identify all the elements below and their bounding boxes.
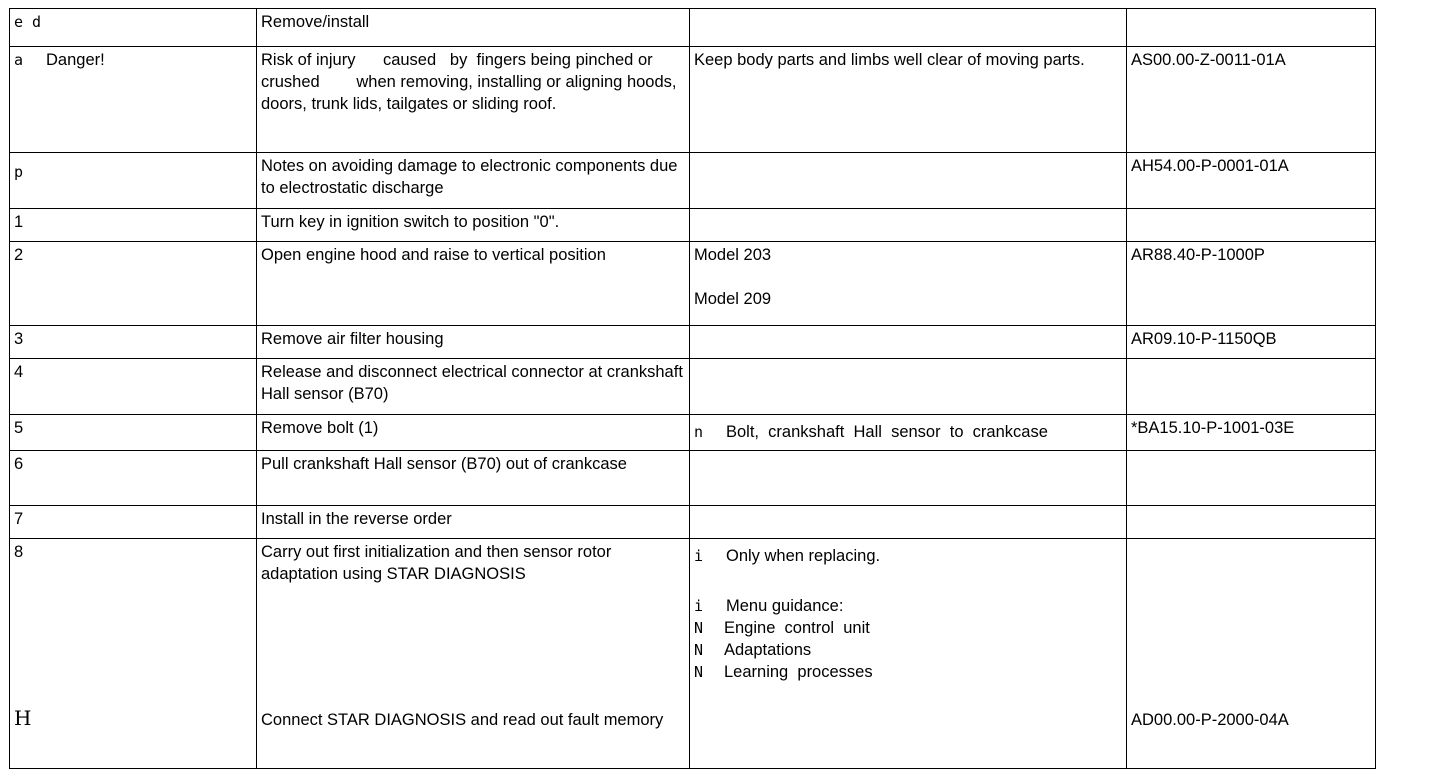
ref-cell[interactable]: AR09.10-P-1150QB: [1127, 326, 1376, 359]
ref-cell: [1127, 451, 1376, 506]
ref-cell: [1127, 9, 1376, 47]
note-cell: [690, 359, 1127, 415]
action-text: Carry out first initialization and then sensor rotor adaptation using STAR DIAGNOSIS: [261, 543, 612, 583]
table-row: [10, 153, 1376, 209]
table-row: [10, 539, 1376, 769]
torque-spec-icon: n: [694, 423, 704, 441]
ref-cell[interactable]: AS00.00-Z-0011-01A: [1127, 47, 1376, 153]
note-cell: [690, 153, 1127, 209]
info-note: Menu guidance:: [726, 597, 844, 615]
note-cell: [690, 9, 1127, 47]
action-cell: Notes on avoiding damage to electronic components due to electrostatic discharge: [257, 153, 690, 209]
note-cell: Keep body parts and limbs well clear of moving parts.: [690, 47, 1127, 153]
note-cell: [690, 415, 1127, 451]
table-row: [10, 9, 1376, 47]
ref-cell[interactable]: *BA15.10-P-1001-03E: [1127, 415, 1376, 451]
list-item: N Learning processes: [694, 663, 873, 681]
note-cell: [690, 209, 1127, 242]
action-cell: Pull crankshaft Hall sensor (B70) out of crankcase: [257, 451, 690, 506]
table-row: [10, 326, 1376, 359]
step-cell: 5: [10, 415, 257, 451]
info-note: Only when replacing.: [726, 547, 881, 565]
step-cell: [10, 9, 257, 47]
ref-cell: [1127, 539, 1376, 769]
table-row: [10, 415, 1376, 451]
esd-note-icon: p: [14, 163, 24, 181]
note-cell: [690, 539, 1127, 769]
table-row: [10, 209, 1376, 242]
note-cell: [690, 326, 1127, 359]
table-row: [10, 451, 1376, 506]
danger-label: Danger!: [46, 51, 105, 69]
table-row: [10, 506, 1376, 539]
step-cell: [10, 47, 257, 153]
info-icon: i: [694, 547, 704, 565]
action-cell: Install in the reverse order: [257, 506, 690, 539]
step-cell: 1: [10, 209, 257, 242]
torque-note: Bolt, crankshaft Hall sensor to crankcase: [726, 423, 1048, 441]
ref-cell[interactable]: AR88.40-P-1000P: [1127, 242, 1376, 326]
procedure-table: [9, 8, 1376, 769]
action-cell: Release and disconnect electrical connector at crankshaft Hall sensor (B70): [257, 359, 690, 415]
note-cell: [690, 242, 1127, 326]
info-icon: i: [694, 597, 704, 615]
ref-cell: [1127, 359, 1376, 415]
action-cell: Remove air filter housing: [257, 326, 690, 359]
ref-link[interactable]: AD00.00-P-2000-04A: [1131, 711, 1289, 729]
table-row: [10, 359, 1376, 415]
note-cell: [690, 451, 1127, 506]
bullet-icon: N: [694, 619, 704, 637]
step-cell: 6: [10, 451, 257, 506]
bullet-icon: N: [694, 641, 704, 659]
step-number: 8: [14, 543, 24, 561]
step-cell: 4: [10, 359, 257, 415]
action-cell: Remove bolt (1): [257, 415, 690, 451]
action-cell: Open engine hood and raise to vertical position: [257, 242, 690, 326]
danger-icon: a: [14, 51, 24, 69]
step-cell: [10, 539, 257, 769]
table-row: [10, 242, 1376, 326]
ref-cell: [1127, 209, 1376, 242]
table-row: [10, 47, 1376, 153]
step-cell: 2: [10, 242, 257, 326]
list-item: N Engine control unit: [694, 619, 870, 637]
fault-memory-icon: H: [14, 706, 32, 730]
model-note: Model 203: [694, 246, 772, 264]
action-text: Connect STAR DIAGNOSIS and read out fault memory: [261, 711, 664, 729]
model-note: Model 209: [694, 290, 772, 308]
step-cell: 3: [10, 326, 257, 359]
bullet-icon: N: [694, 663, 704, 681]
step-cell: 7: [10, 506, 257, 539]
list-item: N Adaptations: [694, 641, 812, 659]
action-cell: Remove/install: [257, 9, 690, 47]
remove-install-icon: e d: [14, 13, 42, 31]
ref-cell[interactable]: AH54.00-P-0001-01A: [1127, 153, 1376, 209]
action-cell: Turn key in ignition switch to position "0".: [257, 209, 690, 242]
step-cell: [10, 153, 257, 209]
action-cell: Risk of injury caused by fingers being pinched or crushed when removing, installing or aligning hoods, doors, trunk lids, tailgates or sliding roof.: [257, 47, 690, 153]
action-cell: [257, 539, 690, 769]
ref-cell: [1127, 506, 1376, 539]
note-cell: [690, 506, 1127, 539]
